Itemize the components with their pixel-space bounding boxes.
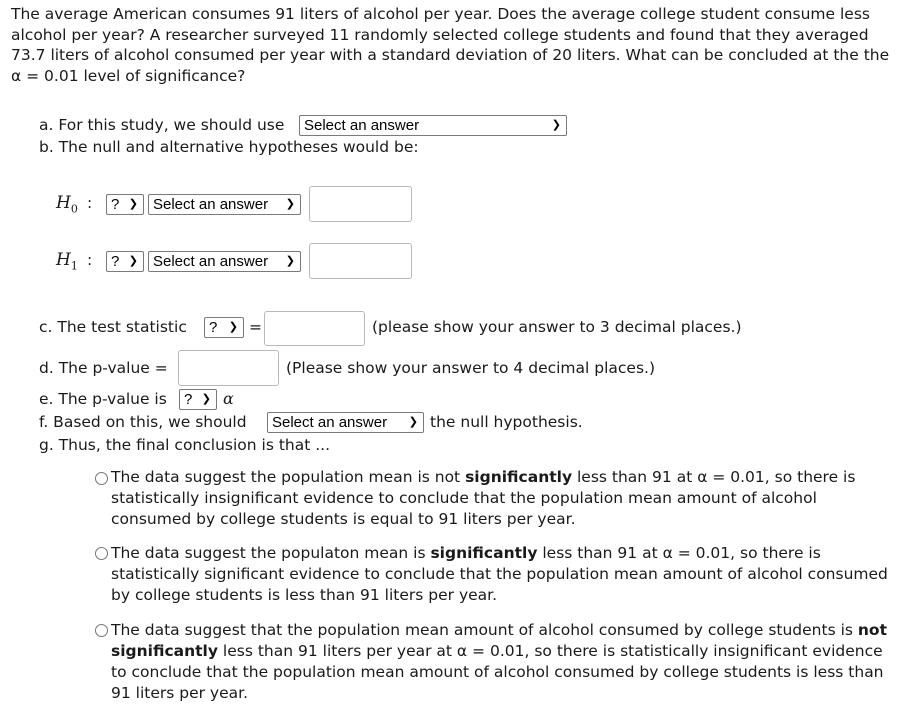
option-2-text-b: less than 91 at α = 0.01, so there is statistically significant evidence to conclude that the population mean amount of alcohol consumed by college students is less than 91 liters per year. — [111, 544, 888, 604]
chevron-down-icon: ❯ — [228, 321, 238, 333]
h0-value-input[interactable] — [309, 186, 412, 222]
h1-operator-value: Select an answer — [153, 253, 269, 270]
conclusion-option-2[interactable] — [111, 543, 891, 606]
h0-parameter-select[interactable] — [106, 194, 144, 215]
conclusion-option-1[interactable] — [111, 467, 891, 530]
conclusion-radio-1[interactable] — [95, 472, 108, 485]
option-2-text-a: The data suggest the populaton mean is — [111, 544, 431, 562]
part-b-label: b. The null and alternative hypotheses would be: — [39, 138, 419, 156]
p-value-comparison-select[interactable] — [179, 389, 217, 410]
h1-colon: : — [87, 251, 93, 269]
study-type-select[interactable] — [299, 115, 567, 136]
chevron-down-icon: ❯ — [285, 255, 295, 267]
part-d-hint: (Please show your answer to 4 decimal places.) — [286, 359, 656, 377]
decision-select[interactable] — [267, 412, 424, 433]
chevron-down-icon: ❯ — [128, 255, 138, 267]
equals-sign: = — [249, 318, 262, 336]
test-statistic-value: ? — [209, 319, 218, 336]
h0-parameter-value: ? — [111, 196, 120, 213]
test-statistic-input[interactable] — [264, 311, 365, 346]
study-type-select-value: Select an answer — [304, 117, 420, 134]
question-text: The average American consumes 91 liters of alcohol per year. Does the average college student consume less alcohol per year? A researcher surveyed 11 randomly selected college students and found that they averaged 73.7 liters of alcohol consumed per year with a standard deviation of 20 liters. What can be concluded at the the α = 0.01 level of significance? — [11, 5, 890, 85]
conclusion-option-3[interactable] — [111, 620, 891, 704]
test-statistic-select[interactable] — [204, 317, 244, 338]
option-1-bold: significantly — [465, 468, 573, 486]
h0-symbol: $H_0$ — [56, 193, 78, 216]
p-value-comparison-value: ? — [184, 391, 193, 408]
h1-symbol: $H_1$ — [56, 250, 78, 273]
chevron-down-icon: ❯ — [408, 416, 418, 428]
h1-parameter-value: ? — [111, 253, 120, 270]
option-2-bold: significantly — [430, 544, 538, 562]
part-a-label: a. For this study, we should use — [39, 116, 285, 134]
h0-operator-select[interactable] — [148, 194, 301, 215]
h1-parameter-select[interactable] — [106, 251, 144, 272]
p-value-input[interactable] — [178, 350, 279, 386]
h1-value-input[interactable] — [309, 243, 412, 279]
option-1-text-a: The data suggest the population mean is not — [111, 468, 466, 486]
part-e-label: e. The p-value is — [39, 390, 167, 408]
part-c-hint: (please show your answer to 3 decimal places.) — [372, 318, 742, 336]
chevron-down-icon: ❯ — [285, 198, 295, 210]
chevron-down-icon: ❯ — [128, 198, 138, 210]
part-d-label: d. The p-value = — [39, 359, 168, 377]
chevron-down-icon: ❯ — [551, 119, 561, 131]
part-c-label: c. The test statistic — [39, 318, 187, 336]
h0-colon: : — [87, 194, 93, 212]
part-f-suffix: the null hypothesis. — [430, 413, 583, 431]
alpha-symbol: α — [223, 389, 234, 408]
option-3-text-a: The data suggest that the population mean amount of alcohol consumed by college students is — [111, 621, 858, 639]
option-3-text-b: less than 91 liters per year at α = 0.01, so there is statistically insignificant evidence to conclude that the population mean amount of alcohol consumed by college students is less than 91 liters per year. — [111, 642, 884, 702]
chevron-down-icon: ❯ — [201, 393, 211, 405]
option-1-text-b: less than 91 at α = 0.01, so there is statistically insignificant evidence to conclude that the population mean amount of alcohol consumed by college students is equal to 91 liters per year. — [111, 468, 856, 528]
h1-operator-select[interactable] — [148, 251, 301, 272]
option-3-bold: not significantly — [111, 621, 887, 660]
part-f-label: f. Based on this, we should — [39, 413, 247, 431]
decision-select-value: Select an answer — [272, 414, 388, 431]
part-g-label: g. Thus, the final conclusion is that ... — [39, 436, 331, 454]
h0-operator-value: Select an answer — [153, 196, 269, 213]
conclusion-radio-3[interactable] — [95, 624, 108, 637]
conclusion-radio-2[interactable] — [95, 547, 108, 560]
